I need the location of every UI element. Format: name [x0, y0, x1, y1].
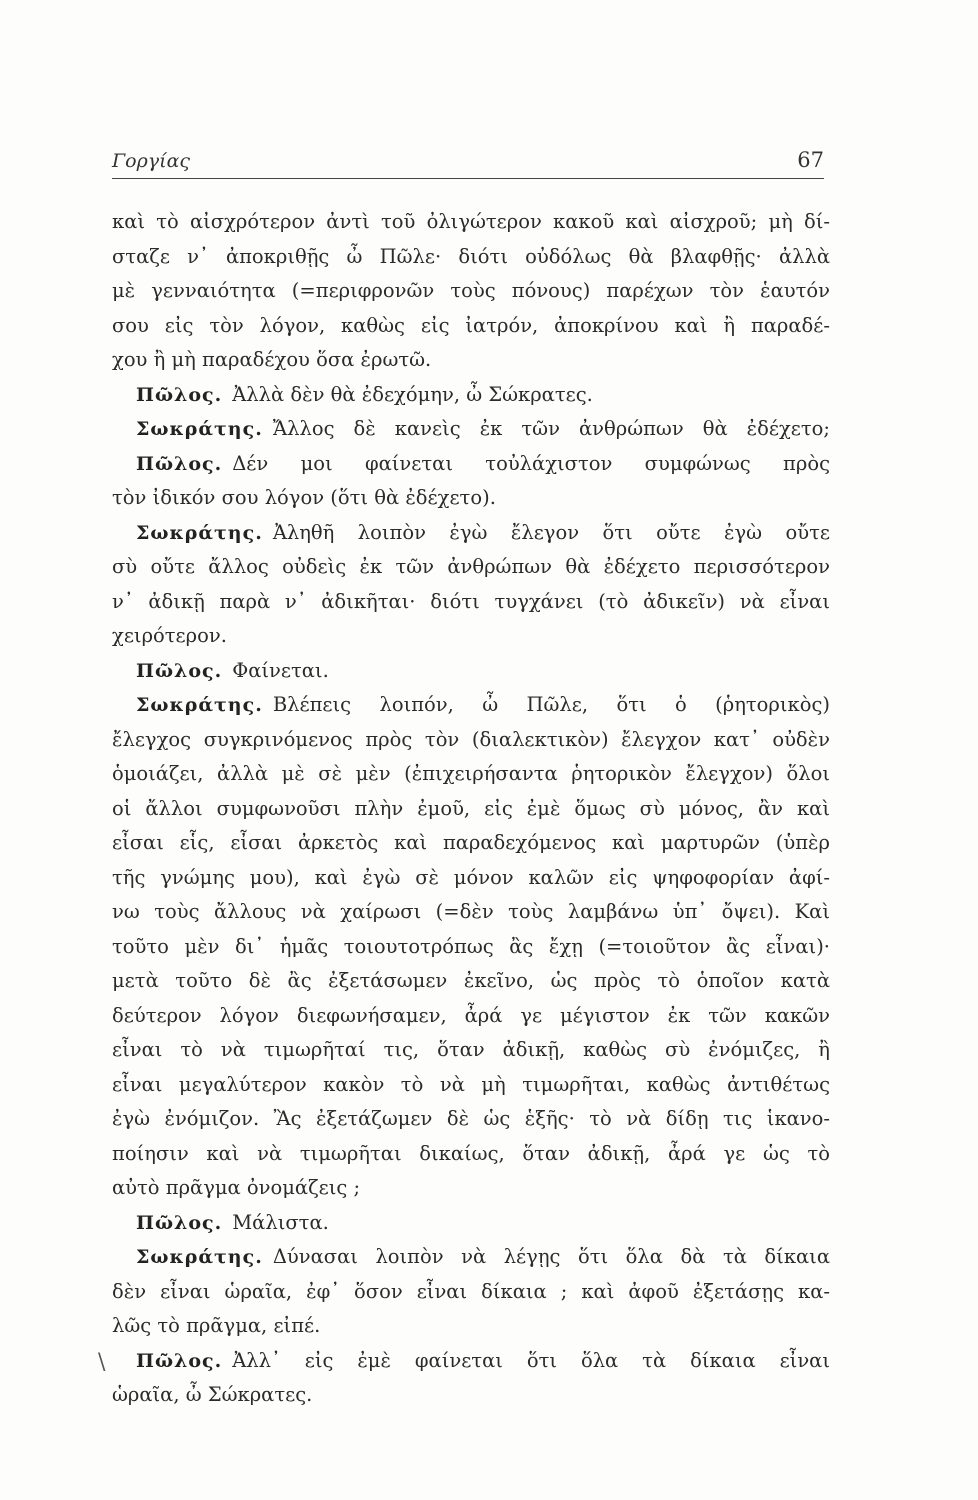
text-line	[112, 550, 830, 585]
text-line	[112, 1275, 830, 1310]
speaker-name: Σωκράτης.	[136, 1246, 263, 1268]
line-text: Δέν μοι φαίνεται τοὐλάχιστον συμφώνως πρὸς	[232, 451, 830, 475]
text-line	[112, 654, 830, 689]
line-text: Βλέπεις λοιπόν, ὦ Πῶλε, ὅτι ὁ (ῥητορικὸς)	[272, 693, 830, 716]
text-line	[112, 240, 830, 275]
text-line	[112, 481, 830, 516]
margin-mark: \	[98, 1350, 106, 1375]
text-line	[112, 412, 830, 447]
line-text: Ἀλλ᾿ εἰς ἐμὲ φαίνεται ὅτι ὅλα τὰ δίκαια εἶναι	[232, 1348, 830, 1372]
text-line	[112, 999, 830, 1034]
text-line	[112, 895, 830, 930]
text-line	[112, 1206, 830, 1241]
line-text: Ἀληθῆ λοιπὸν ἐγὼ ἔλεγον ὅτι οὔτε ἐγὼ οὔτε	[272, 520, 830, 544]
line-text: Ἀλλὰ δὲν θὰ ἐδεχόμην, ὦ Σώκρατες.	[232, 382, 593, 406]
line-text: σὺ οὔτε ἄλλος οὐδεὶς ἐκ τῶν ἀνθρώπων θὰ ἐδέχετο περισσότερον	[112, 555, 830, 578]
body-text	[112, 205, 830, 1413]
line-text: λῶς τὸ πρᾶγμα, εἰπέ.	[112, 1314, 321, 1337]
text-line	[112, 1068, 830, 1103]
line-text: ὡραῖα, ὦ Σώκρατες.	[112, 1383, 313, 1406]
text-line	[112, 964, 830, 999]
line-text: μετὰ τοῦτο δὲ ἂς ἐξετάσωμεν ἐκεῖνο, ὡς πρὸς τὸ ὁποῖον κατὰ	[112, 969, 830, 992]
text-line	[112, 757, 830, 792]
running-title: Γοργίας	[112, 150, 191, 172]
line-text: Μάλιστα.	[232, 1210, 329, 1234]
line-text: δεύτερον λόγον διεφωνήσαμεν, ἆρά γε μέγιστον ἐκ τῶν κακῶν	[112, 1003, 830, 1027]
text-line	[112, 688, 830, 723]
text-line	[112, 205, 830, 240]
page-header	[112, 148, 824, 179]
line-text: καὶ τὸ αἰσχρότερον ἀντὶ τοῦ ὀλιγώτερον κακοῦ καὶ αἰσχροῦ; μὴ δί-	[112, 210, 830, 233]
line-text: σταζε ν᾿ ἀποκριθῇς ὦ Πῶλε· διότι οὐδόλως θὰ βλαφθῇς· ἀλλὰ	[112, 244, 830, 268]
text-line	[112, 930, 830, 965]
line-text: εἶναι τὸ νὰ τιμωρῆταί τις, ὅταν ἀδικῇ, καθὼς σὺ ἐνόμιζες, ἢ	[112, 1038, 830, 1061]
text-line	[112, 1033, 830, 1068]
speaker-name: Πῶλος.	[136, 1211, 223, 1234]
speaker-name: Πῶλος.	[136, 659, 223, 682]
line-text: ποίησιν καὶ νὰ τιμωρῆται δικαίως, ὅταν ἀδικῇ, ἆρά γε ὡς τὸ	[112, 1141, 830, 1165]
line-text: ἐγὼ ἐνόμιζον. Ἂς ἐξετάζωμεν δὲ ὡς ἑξῆς· τὸ νὰ δίδῃ τις ἱκανο-	[112, 1107, 830, 1130]
speaker-name: Πῶλος.	[136, 1349, 223, 1372]
text-line	[112, 274, 830, 309]
text-line	[112, 1137, 830, 1172]
line-text: νω τοὺς ἄλλους νὰ χαίρωσι (=δὲν τοὺς λαμβάνω ὑπ᾿ ὄψει). Καὶ	[112, 900, 830, 923]
line-text: Φαίνεται.	[232, 658, 329, 682]
text-line	[112, 343, 830, 378]
text-line	[112, 516, 830, 551]
line-text: ὁμοιάζει, ἀλλὰ μὲ σὲ μὲν (ἐπιχειρήσαντα ῥητορικὸν ἔλεγχον) ὅλοι	[112, 762, 830, 785]
text-line	[112, 1309, 830, 1344]
speaker-name: Σωκράτης.	[136, 418, 263, 440]
line-text: αὐτὸ πρᾶγμα ὀνομάζεις ;	[112, 1176, 361, 1199]
line-text: τοῦτο μὲν δι᾿ ἡμᾶς τοιουτοτρόπως ἂς ἔχῃ (=τοιοῦτον ἂς εἶναι)·	[112, 934, 830, 958]
text-line	[112, 309, 830, 344]
line-text: σου εἰς τὸν λόγον, καθὼς εἰς ἰατρόν, ἀποκρίνου καὶ ἢ παραδέ-	[112, 313, 830, 337]
line-text: ν᾿ ἀδικῇ παρὰ ν᾿ ἀδικῆται· διότι τυγχάνει (τὸ ἀδικεῖν) νὰ εἶναι	[112, 589, 830, 613]
text-line	[112, 1344, 830, 1379]
speaker-name: Πῶλος.	[136, 452, 223, 475]
text-line	[112, 585, 830, 620]
speaker-name: Σωκράτης.	[136, 521, 263, 544]
text-line	[112, 1378, 830, 1413]
text-line	[112, 619, 830, 654]
line-text: εἶσαι εἷς, εἶσαι ἀρκετὸς καὶ παραδεχόμενος καὶ μαρτυρῶν (ὑπὲρ	[112, 831, 830, 854]
line-text: τῆς γνώμης μου), καὶ ἐγὼ σὲ μόνον καλῶν εἰς ψηφοφορίαν ἀφί-	[112, 865, 830, 889]
text-line	[112, 1171, 830, 1206]
line-text: χειρότερον.	[112, 624, 227, 647]
line-text: εἶναι μεγαλύτερον κακὸν τὸ νὰ μὴ τιμωρῆται, καθὼς ἀντιθέτως	[112, 1072, 830, 1096]
speaker-name: Πῶλος.	[136, 383, 223, 406]
speaker-name: Σωκράτης.	[136, 694, 263, 716]
text-line	[112, 447, 830, 482]
text-line	[112, 861, 830, 896]
page-number: 67	[797, 148, 824, 172]
line-text: μὲ γενναιότητα (=περιφρονῶν τοὺς πόνους) παρέχων τὸν ἑαυτόν	[112, 279, 830, 302]
text-line	[112, 378, 830, 413]
text-line	[112, 1240, 830, 1275]
text-line	[112, 826, 830, 861]
line-text: δὲν εἶναι ὡραῖα, ἐφ᾿ ὅσον εἶναι δίκαια ; καὶ ἀφοῦ ἐξετάσῃς κα-	[112, 1279, 830, 1303]
text-line	[112, 723, 830, 758]
line-text: Δύνασαι λοιπὸν νὰ λέγῃς ὅτι ὅλα δὰ τὰ δίκαια	[272, 1245, 830, 1268]
line-text: οἱ ἄλλοι συμφωνοῦσι πλὴν ἐμοῦ, εἰς ἐμὲ ὅμως σὺ μόνος, ἂν καὶ	[112, 796, 830, 820]
line-text: ἔλεγχος συγκρινόμενος πρὸς τὸν (διαλεκτικὸν) ἔλεγχον κατ᾿ οὐδὲν	[112, 727, 830, 751]
line-text: τὸν ἰδικόν σου λόγον (ὅτι θὰ ἐδέχετο).	[112, 486, 496, 509]
text-line	[112, 1102, 830, 1137]
line-text: Ἄλλος δὲ κανεὶς ἐκ τῶν ἀνθρώπων θὰ ἐδέχετο;	[272, 417, 830, 440]
text-line	[112, 792, 830, 827]
line-text: χου ἢ μὴ παραδέχου ὅσα ἐρωτῶ.	[112, 348, 432, 371]
